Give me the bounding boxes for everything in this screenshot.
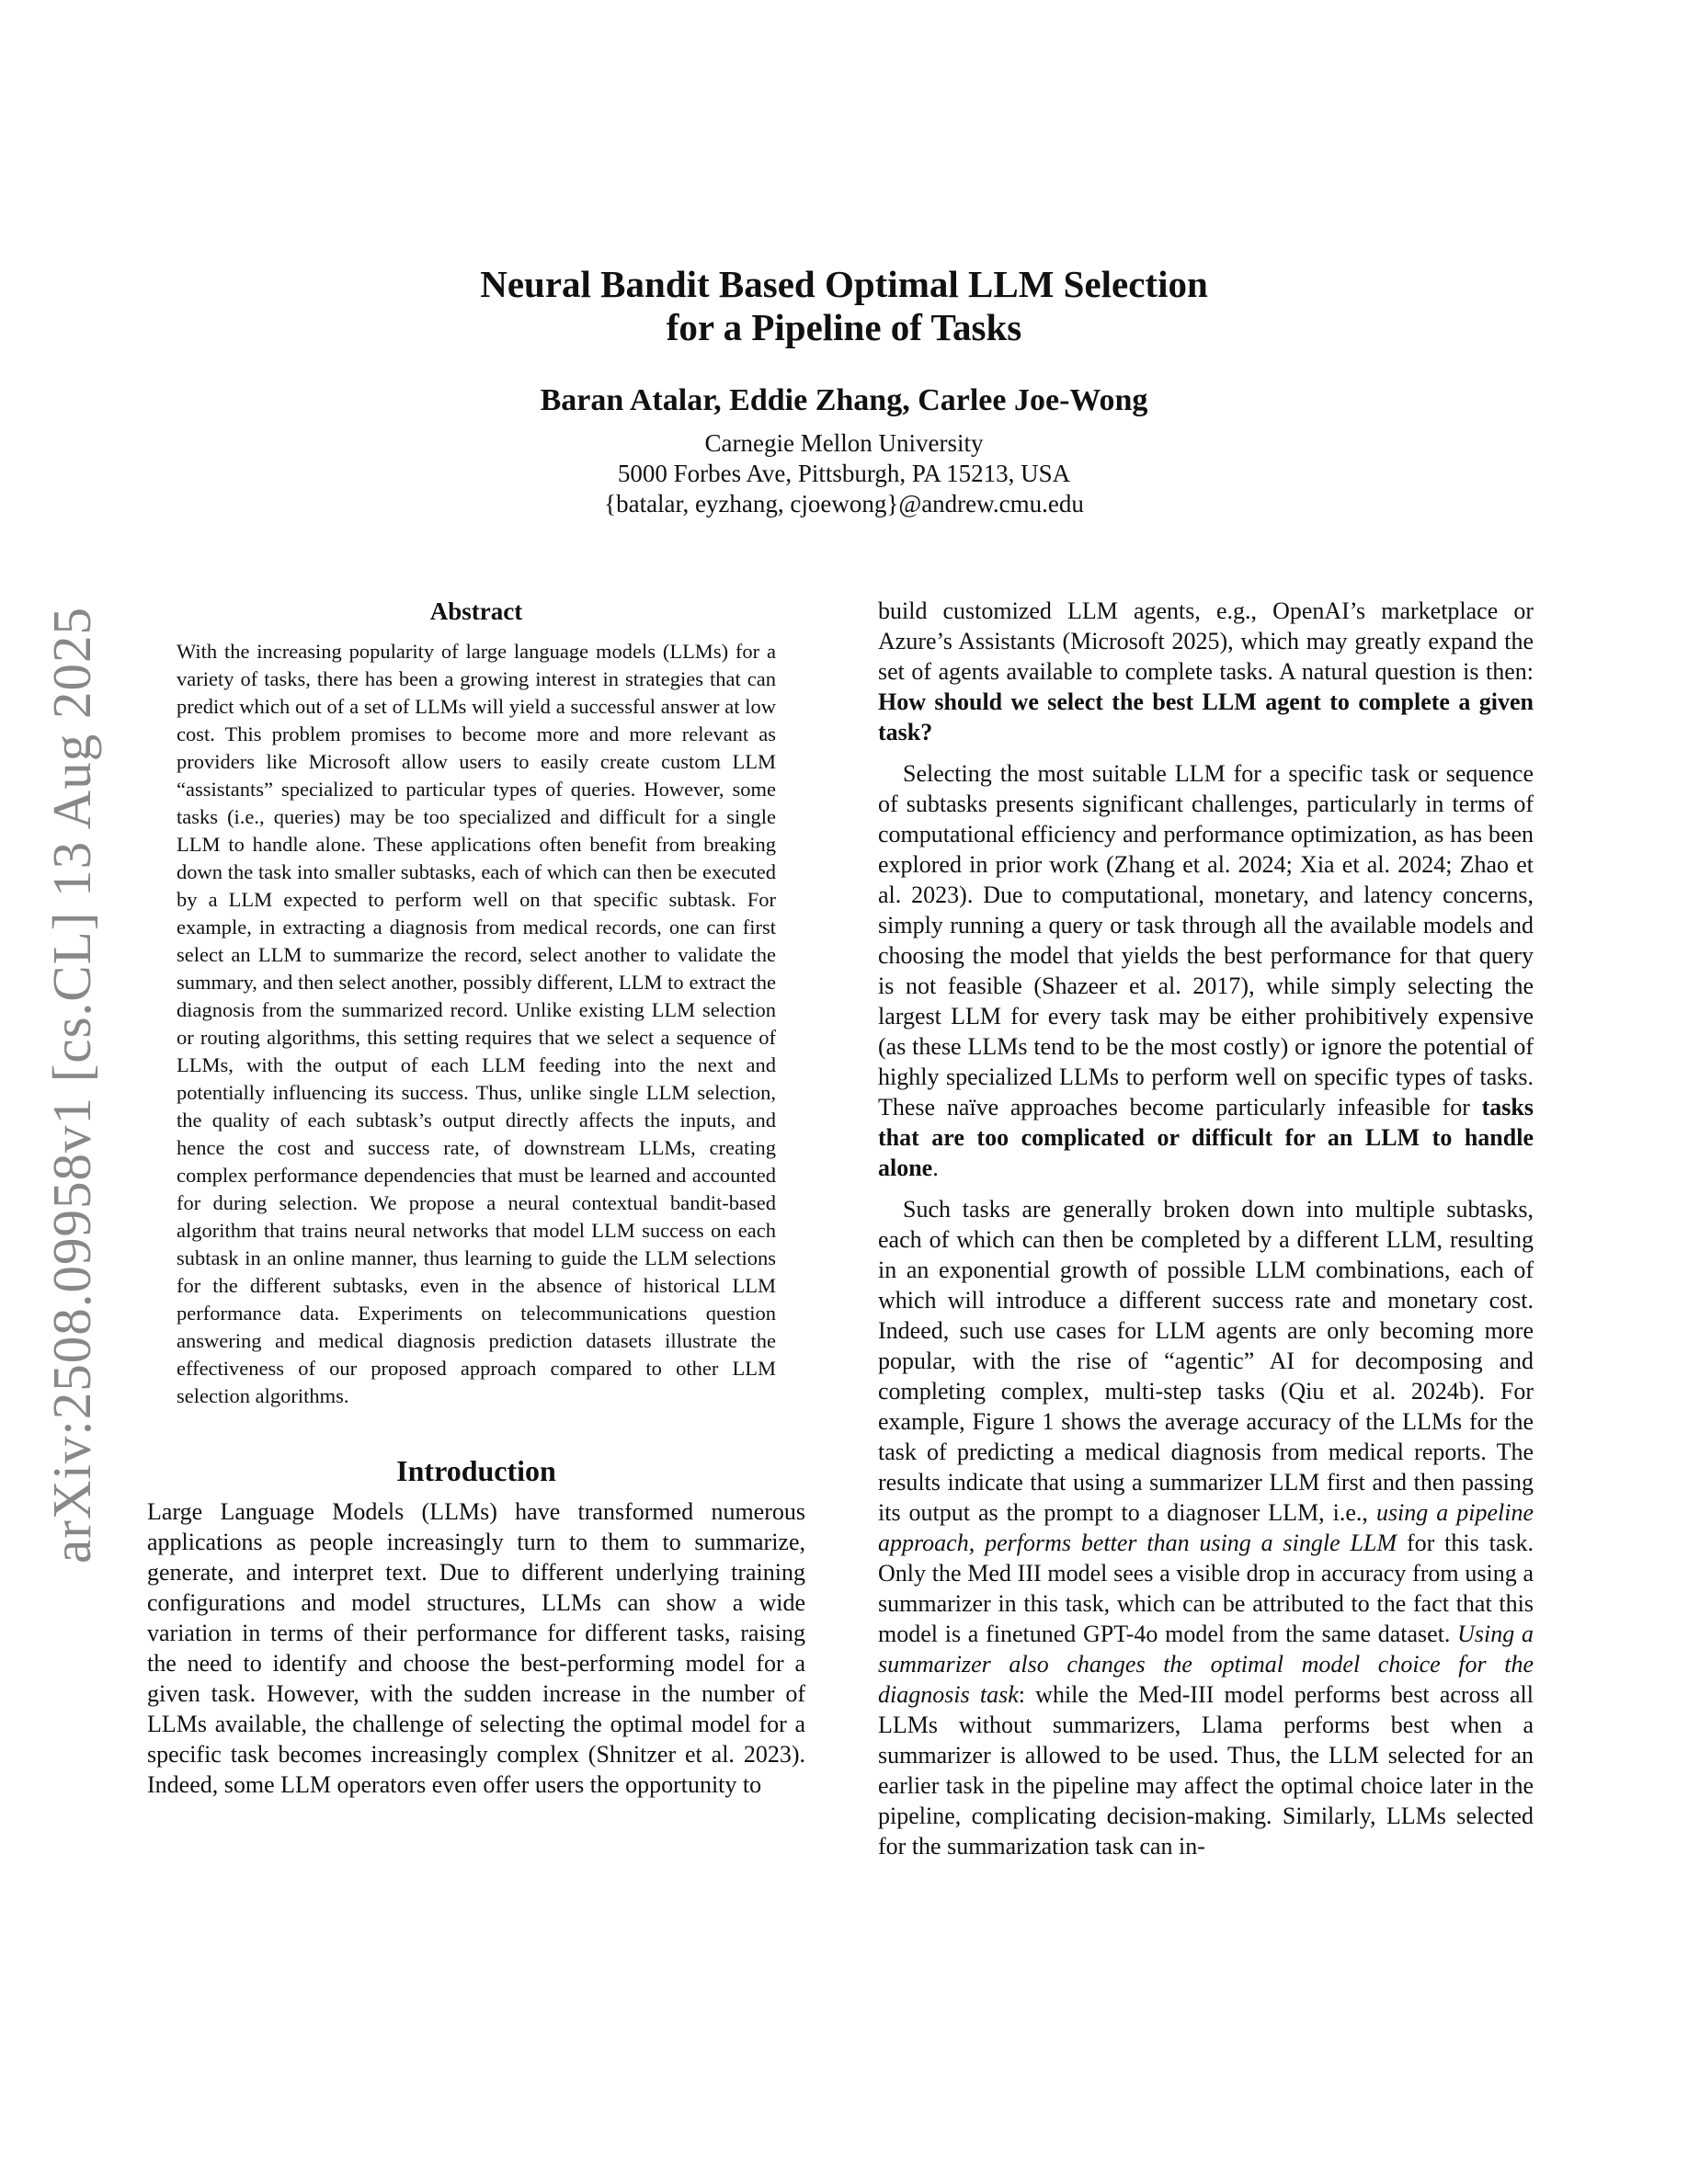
title-line-2: for a Pipeline of Tasks bbox=[666, 306, 1022, 348]
affiliation bbox=[276, 428, 1412, 519]
left-column bbox=[147, 596, 805, 1800]
author-list: Baran Atalar, Eddie Zhang, Carlee Joe-Wong bbox=[540, 383, 1148, 417]
abstract-heading: Abstract bbox=[429, 597, 523, 625]
email: {batalar, eyzhang, cjoewong}@andrew.cmu.edu bbox=[604, 490, 1084, 518]
p2-end: . bbox=[932, 1155, 939, 1181]
intro-paragraph-1-continued bbox=[878, 596, 1534, 747]
p1-continued-text: build customized LLM agents, e.g., OpenAI’s marketplace or Azure’s Assistants (Microsoft 2025), which may greatly expand the set of agents available to complete tasks. A natural question is then: bbox=[878, 597, 1534, 685]
p2-emphasis: tasks that are too complicated or difficult for an LLM to handle alone bbox=[878, 1094, 1534, 1181]
intro-paragraph-1: Large Language Models (LLMs) have transformed numerous applications as people increasingly turn to them to summarize, generate, and interpret text. Due to different underlying training configurations and model structures, LLMs can show a wide variation in terms of their performance for different tasks, raising the need to identify and choose the best-performing model for a given task. However, with the sudden increase in the number of LLMs available, the challenge of selecting the optimal model for a specific task becomes increasingly complex (Shnitzer et al. 2023). Indeed, some LLM operators even offer users the opportunity to bbox=[147, 1498, 805, 1798]
p2-text: Selecting the most suitable LLM for a specific task or sequence of subtasks presents significant challenges, particularly in terms of computational efficiency and performance optimization, as has been explored in prior work (Zhang et al. 2024; Xia et al. 2024; Zhao et al. 2023). Due to computational, monetary, and latency concerns, simply running a query or task through all the available models and choosing the model that yields the best performance for that query is not feasible (Shazeer et al. 2017), while simply selecting the largest LLM for every task may be either prohibitively expensive (as these LLMs tend to be the most costly) or ignore the potential of highly specialized LLMs to perform well on specific types of tasks. These naïve approaches become particularly infeasible for bbox=[878, 760, 1534, 1120]
intro-paragraph-3 bbox=[878, 1194, 1534, 1861]
introduction-heading: Introduction bbox=[396, 1454, 556, 1487]
paper-title bbox=[276, 263, 1412, 349]
p3-italic-1: using a pipeline approach, performs better than using a single LLM bbox=[878, 1499, 1534, 1556]
p3-italic-2: Using a summarizer also changes the optimal model choice for the diagnosis task bbox=[878, 1621, 1534, 1708]
title-line-1: Neural Bandit Based Optimal LLM Selection bbox=[480, 263, 1208, 305]
intro-paragraph-2 bbox=[878, 758, 1534, 1183]
arxiv-identifier bbox=[40, 606, 102, 1564]
p3-text-c: : while the Med-III model performs best across all LLMs without summarizers, Llama performs best when a summarizer is allowed to be used. Thus, the LLM selected for an earlier task in the pipeline may affect the optimal choice later in the pipeline, complicating decision-making. Similarly, LLMs selected for the summarization task can in- bbox=[878, 1681, 1534, 1860]
address: 5000 Forbes Ave, Pittsburgh, PA 15213, USA bbox=[617, 460, 1071, 487]
p3-text-a: Such tasks are generally broken down into multiple subtasks, each of which can then be completed by a different LLM, resulting in an exponential growth of possible LLM combinations, each of which will introduce a different success rate and monetary cost. Indeed, such use cases for LLM agents are only becoming more popular, with the rise of “agentic” AI for decomposing and completing complex, multi-step tasks (Qiu et al. 2024b). For example, Figure 1 shows the average accuracy of the LLMs for the task of predicting a medical diagnosis from medical reports. The results indicate that using a summarizer LLM first and then passing its output as the prompt to a diagnoser LLM, i.e., bbox=[878, 1196, 1534, 1526]
research-question: How should we select the best LLM agent to complete a given task? bbox=[878, 688, 1534, 745]
abstract-text: With the increasing popularity of large language models (LLMs) for a variety of tasks, there has been a growing interest in strategies that can predict which out of a set of LLMs will yield a successful answer at low cost. This problem promises to become more and more relevant as providers like Microsoft allow users to easily create custom LLM “assistants” specialized to particular types of queries. However, some tasks (i.e., queries) may be too specialized and difficult for a single LLM to handle alone. These applications often benefit from breaking down the task into smaller subtasks, each of which can then be executed by a LLM expected to perform well on that specific subtask. For example, in extracting a diagnosis from medical records, one can first select an LLM to summarize the record, select another to validate the summary, and then select another, possibly different, LLM to extract the diagnosis from the summarized record. Unlike existing LLM selection or routing algorithms, this setting requires that we select a sequence of LLMs, with the output of each LLM feeding into the next and potentially influencing its success. Thus, unlike single LLM selection, the quality of each subtask’s output directly affects the inputs, and hence the cost and success rate, of downstream LLMs, creating complex performance dependencies that must be learned and accounted for during selection. We propose a neural contextual bandit-based algorithm that trains neural networks that model LLM success on each subtask in an online manner, thus learning to guide the LLM selections for the different subtasks, even in the absence of historical LLM performance data. Experiments on telecommunications question answering and medical diagnosis prediction datasets illustrate the effectiveness of our proposed approach compared to other LLM selection algorithms. bbox=[177, 640, 776, 1407]
arxiv-identifier-text: arXiv:2508.09958v1 [cs.CL] 13 Aug 2025 bbox=[40, 606, 102, 1564]
right-column bbox=[878, 596, 1534, 1861]
p3-text-b: for this task. Only the Med III model sees a visible drop in accuracy from using a summarizer in this task, which can be attributed to the fact that this model is a finetuned GPT-4o model from the same dataset. bbox=[878, 1530, 1534, 1647]
institution: Carnegie Mellon University bbox=[704, 429, 984, 457]
